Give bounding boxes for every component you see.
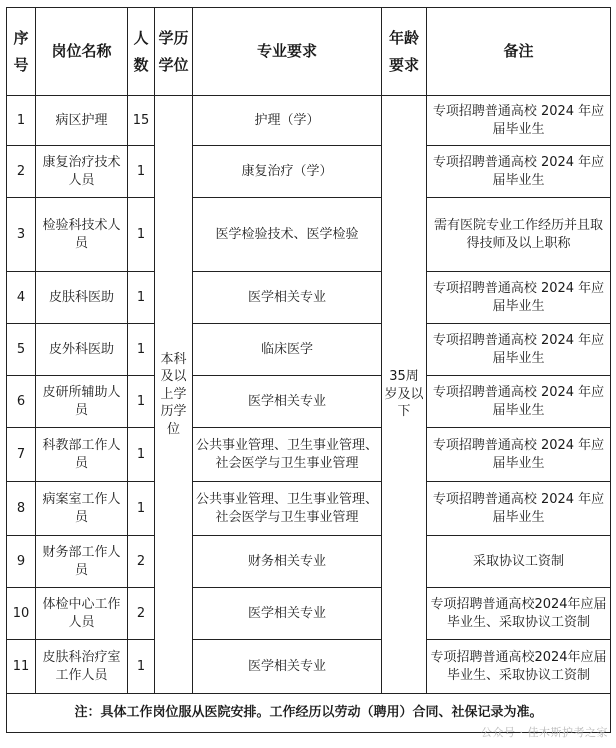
header-row <box>7 8 611 96</box>
watermark: 公众号 · 佳木斯护考之家 <box>481 726 608 739</box>
row-seq: 8 <box>7 482 36 536</box>
shared-age: 35周岁及以下 <box>382 96 427 694</box>
row-remarks: 专项招聘普通高校 2024 年应届毕业生 <box>427 272 611 324</box>
table-row <box>7 536 611 588</box>
row-count: 1 <box>128 198 155 272</box>
row-seq: 6 <box>7 376 36 428</box>
row-major: 医学相关专业 <box>193 640 382 694</box>
row-major: 康复治疗（学） <box>193 146 382 198</box>
table-row <box>7 324 611 376</box>
row-position: 皮肤科医助 <box>36 272 128 324</box>
row-remarks: 专项招聘普通高校2024年应届毕业生、采取协议工资制 <box>427 588 611 640</box>
row-count: 1 <box>128 376 155 428</box>
row-count: 1 <box>128 324 155 376</box>
row-seq: 3 <box>7 198 36 272</box>
table-row <box>7 376 611 428</box>
row-count: 1 <box>128 482 155 536</box>
row-remarks: 专项招聘普通高校 2024 年应届毕业生 <box>427 146 611 198</box>
row-major: 护理（学） <box>193 96 382 146</box>
row-count: 1 <box>128 428 155 482</box>
table-row <box>7 272 611 324</box>
row-seq: 4 <box>7 272 36 324</box>
header-age: 年龄要求 <box>382 8 427 96</box>
row-seq: 1 <box>7 96 36 146</box>
row-position: 皮研所辅助人员 <box>36 376 128 428</box>
row-major: 医学检验技术、医学检验 <box>193 198 382 272</box>
row-position: 病区护理 <box>36 96 128 146</box>
footnote: 注：具体工作岗位服从医院安排。工作经历以劳动（聘用）合同、社保记录为准。 <box>7 694 611 733</box>
table-row <box>7 96 611 146</box>
row-remarks: 专项招聘普通高校 2024 年应届毕业生 <box>427 324 611 376</box>
row-position: 体检中心工作人员 <box>36 588 128 640</box>
header-remarks: 备注 <box>427 8 611 96</box>
table-row <box>7 482 611 536</box>
table-row <box>7 428 611 482</box>
row-count: 1 <box>128 146 155 198</box>
row-remarks: 专项招聘普通高校2024年应届毕业生、采取协议工资制 <box>427 640 611 694</box>
recruitment-table <box>6 7 611 733</box>
row-seq: 10 <box>7 588 36 640</box>
table-row <box>7 588 611 640</box>
table-row <box>7 640 611 694</box>
row-remarks: 专项招聘普通高校 2024 年应届毕业生 <box>427 482 611 536</box>
header-seq: 序号 <box>7 8 36 96</box>
row-major: 医学相关专业 <box>193 272 382 324</box>
row-seq: 2 <box>7 146 36 198</box>
row-remarks: 专项招聘普通高校 2024 年应届毕业生 <box>427 428 611 482</box>
row-count: 15 <box>128 96 155 146</box>
row-remarks: 采取协议工资制 <box>427 536 611 588</box>
row-position: 科教部工作人员 <box>36 428 128 482</box>
row-seq: 11 <box>7 640 36 694</box>
shared-education: 本科及以上学历学位 <box>155 96 193 694</box>
row-count: 1 <box>128 640 155 694</box>
row-remarks: 需有医院专业工作经历并且取得技师及以上职称 <box>427 198 611 272</box>
row-major: 临床医学 <box>193 324 382 376</box>
row-remarks: 专项招聘普通高校 2024 年应届毕业生 <box>427 376 611 428</box>
row-position: 皮外科医助 <box>36 324 128 376</box>
header-count: 人数 <box>128 8 155 96</box>
row-position: 病案室工作人员 <box>36 482 128 536</box>
row-major: 医学相关专业 <box>193 376 382 428</box>
row-position: 检验科技术人员 <box>36 198 128 272</box>
row-position: 财务部工作人员 <box>36 536 128 588</box>
table-row <box>7 146 611 198</box>
row-major: 公共事业管理、卫生事业管理、社会医学与卫生事业管理 <box>193 482 382 536</box>
row-seq: 5 <box>7 324 36 376</box>
row-major: 公共事业管理、卫生事业管理、社会医学与卫生事业管理 <box>193 428 382 482</box>
row-major: 医学相关专业 <box>193 588 382 640</box>
header-major: 专业要求 <box>193 8 382 96</box>
row-position: 皮肤科治疗室工作人员 <box>36 640 128 694</box>
row-major: 财务相关专业 <box>193 536 382 588</box>
row-count: 2 <box>128 588 155 640</box>
row-remarks: 专项招聘普通高校 2024 年应届毕业生 <box>427 96 611 146</box>
row-position: 康复治疗技术人员 <box>36 146 128 198</box>
row-count: 2 <box>128 536 155 588</box>
header-position: 岗位名称 <box>36 8 128 96</box>
header-education: 学历学位 <box>155 8 193 96</box>
row-seq: 7 <box>7 428 36 482</box>
table-row <box>7 198 611 272</box>
row-count: 1 <box>128 272 155 324</box>
row-seq: 9 <box>7 536 36 588</box>
